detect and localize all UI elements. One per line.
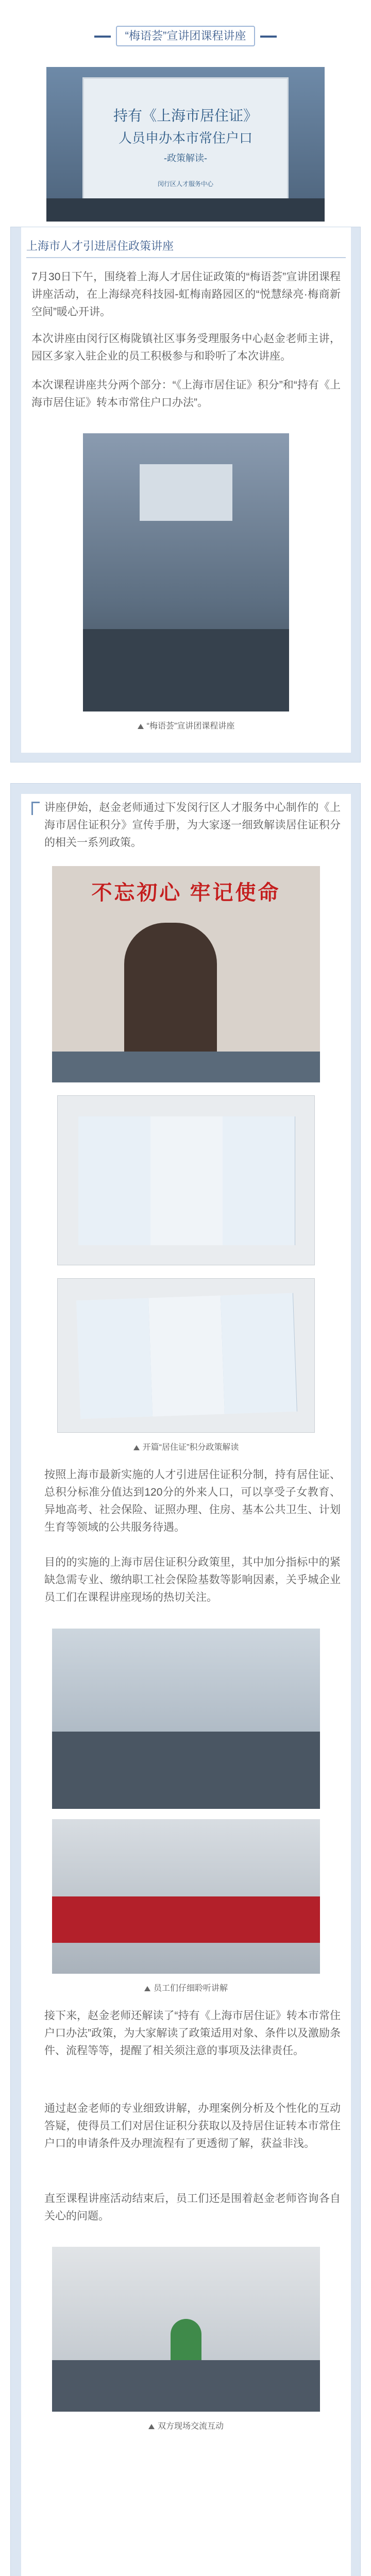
section1-paragraph-2: 本次讲座由闵行区梅陇镇社区事务受理服务中心赵金老师主讲，园区多家入驻企业的员工积极参与和聆听了本次讲座。 [31, 333, 341, 362]
page-title-text: “梅语荟”宣讲团课程讲座 [125, 29, 246, 42]
section2-caption-2 [21, 1981, 351, 1993]
section2-caption-3 [21, 2419, 351, 2431]
section1-photo [83, 433, 289, 711]
projector-screen [82, 77, 289, 201]
section2-paragraph-4: 接下来，赵金老师还解读了“持有《上海市居住证》转本市常住户口办法”政策，为大家解读了政策适用对象、条件以及激励条件、流程等等，提醒了相关须注意的事项及法律责任。 [44, 2010, 341, 2057]
caption-triangle-icon [138, 724, 144, 729]
audience-photo-1 [52, 1629, 320, 1809]
photo-screen [140, 464, 232, 521]
banner-red: 不忘初心 牢记使命 [91, 882, 281, 904]
interaction-photo [52, 2247, 320, 2412]
section1-panel [10, 227, 361, 762]
section2-paragraph-1: 讲座伊始，赵金老师通过下发闵行区人才服务中心制作的《上海市居住证积分》宣传手册，为大家逐一细致解读居住证积分的相关一系列政策。 [44, 802, 341, 849]
page-title [116, 26, 255, 46]
slide-title-line1: 持有《上海市居住证》 [113, 108, 258, 124]
audience-rows [52, 1732, 320, 1809]
section1-card [21, 227, 351, 753]
section2-caption-3-text: 双方现场交流互动 [157, 2422, 224, 2431]
booklet-photo-2 [57, 1278, 315, 1433]
slide-footer: 闵行区人才服务中心 [157, 180, 213, 188]
audience-photo-2 [52, 1819, 320, 1974]
section2-paragraph-6: 直至课程讲座活动结束后，员工们还是围着赵金老师咨询各自关心的问题。 [44, 2193, 341, 2222]
slide-title-line2: 人员申办本市常住户口 [118, 130, 252, 146]
section2-panel [10, 783, 361, 2576]
caption-triangle-icon [133, 1445, 140, 1450]
podium-desk [52, 1052, 320, 1082]
title-right-bar [260, 36, 277, 38]
section1-caption-text: “梅语荟”宣讲团课程讲座 [146, 722, 235, 731]
booklet-leaflet-2 [76, 1293, 297, 1419]
red-table [52, 1896, 320, 1943]
booklet-photo-1 [57, 1095, 315, 1265]
section1-paragraph-3: 本次课程讲座共分两个部分：“《上海市居住证》积分”和“持有《上海市居住证》转本市常住户口办法”。 [31, 379, 341, 409]
audience-silhouette [46, 198, 325, 222]
slide-title-line3: -政策解读- [164, 153, 207, 163]
caption-triangle-icon [148, 2424, 155, 2429]
section2-paragraph-2: 按照上海市最新实施的人才引进居住证积分制，持有居住证、总积分标准分值达到120分的外来人口，可以享受子女教育、异地高考、社会保险、证照办理、住房、基本公共卫生、计划生育等领域的公共服务待遇。 [44, 1469, 341, 1533]
quote-bracket-icon [31, 802, 40, 815]
section1-divider [26, 257, 346, 258]
section2-caption-1-text: 开篇“居住证”积分政策解读 [142, 1443, 239, 1452]
section2-paragraph-3: 目的的实施的上海市居住证积分政策里，其中加分指标中的紧缺急需专业、缴纳职工社会保险基数等影响因素，关乎城企业员工们在课程讲座现场的热切关注。 [44, 1556, 341, 1603]
caption-triangle-icon [144, 1986, 150, 1991]
section2-paragraph-5: 通过赵金老师的专业细致讲解，办理案例分析及个性化的互动答疑，使得员工们对居住证积分获取以及持居住证转本市常住户口的申请条件及办理流程有了更透彻了解，获益非浅。 [44, 2103, 341, 2149]
section1-heading: 上海市人才引进居住政策讲座 [26, 240, 174, 252]
photo-audience [83, 629, 289, 711]
booklet-leaflet-1 [78, 1116, 295, 1245]
section2-card [21, 794, 351, 2576]
people-group [52, 2360, 320, 2412]
title-left-bar [94, 36, 111, 38]
section1-caption [21, 719, 351, 731]
hero-photo [46, 67, 325, 222]
section1-paragraph-1: 7月30日下午，围绕着上海人才居住证政策的“梅语荟”宣讲团课程讲座活动，在上海绿亮科技园-虹梅南路园区的“悦慧绿亮·梅商新空间”暖心开讲。 [31, 271, 341, 318]
speaker-photo [52, 866, 320, 1082]
speaker-figure [124, 923, 217, 1057]
section2-caption-1 [21, 1440, 351, 1452]
section2-caption-2-text: 员工们仔细聆听讲解 [153, 1984, 228, 1993]
